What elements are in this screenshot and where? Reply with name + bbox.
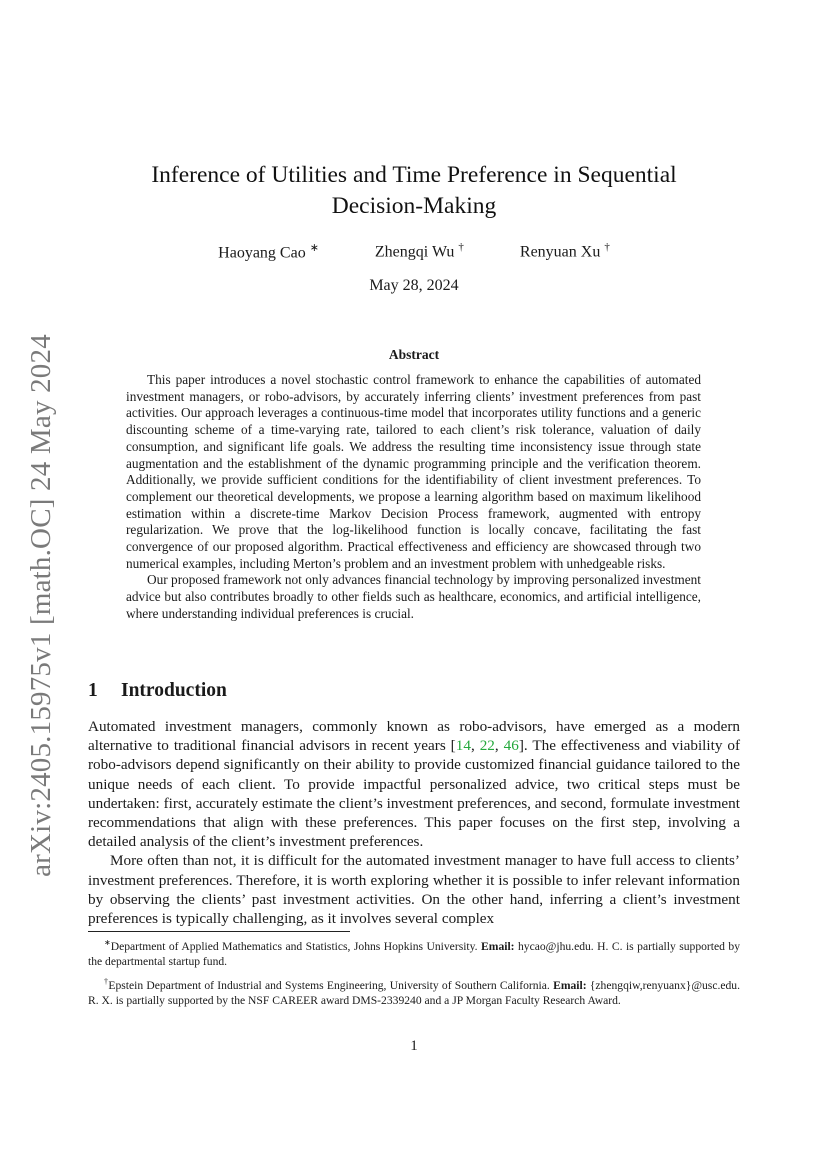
abstract-heading: Abstract (388, 347, 440, 362)
footnotes (88, 935, 740, 1012)
author-footnote-mark: † (458, 241, 464, 253)
arxiv-identifier-text: arXiv:2405.15975v1 [math.OC] 24 May 2024 (24, 333, 57, 877)
author (520, 241, 610, 262)
author-name: Renyuan Xu (519, 243, 601, 261)
footnote-divider (88, 931, 350, 932)
body-paragraph (88, 717, 740, 851)
body-text: Automated investment managers, commonly known as robo-advisors, have emerged as a modern alternative to traditional financial advisors in recent years [ (88, 718, 740, 755)
introduction-body (88, 717, 740, 928)
footnote-text: hycao@jhu.edu. H. C. is partially supported by the departmental startup fund. (88, 939, 740, 969)
publication-date: May 28, 2024 (369, 277, 459, 294)
author-footnote-mark: ∗ (309, 242, 319, 254)
author-name: Haoyang Cao (218, 244, 306, 262)
page-number: 1 (410, 1038, 418, 1054)
section-title: Introduction (121, 680, 227, 701)
footnote-text: Epstein Department of Industrial and Systems Engineering, University of Southern California. (108, 978, 554, 992)
footnote (88, 974, 740, 1009)
author-footnote-mark: † (604, 241, 610, 253)
author (375, 241, 464, 262)
abstract-paragraph: This paper introduces a novel stochastic control framework to enhance the capabilities of automated investment managers, or robo-advisors, by accurately inferring clients’ investment preferences from past activities. Our approach leverages a continuous-time model that incorporates utility functions and a generic discounting scheme of a time-varying rate, tailored to each client’s risk tolerance, valuation of daily consumption, and significant life goals. We address the resulting time inconsistency issue through state augmentation and the establishment of the dynamic programming principle and the verification theorem. Additionally, we provide sufficient conditions for the identifiability of client investment preferences. To complement our theoretical developments, we propose a learning algorithm based on maximum likelihood estimation within a discrete-time Markov Decision Process framework, augmented with entropy regularization. We prove that the log-likelihood function is locally concave, facilitating the fast convergence of our proposed algorithm. Practical effectiveness and efficiency are showcased through two numerical examples, including Merton’s problem and an investment problem with unhedgeable risks. (126, 372, 701, 571)
body-text: ]. The effectiveness and viability of robo-advisors depend significantly on their ability to provide customized financial guidance tailored to the unique needs of each client. To provide impactful personalized advice, two critical steps must be undertaken: first, accurately estimate the client’s investment preferences, and second, formulate investment recommendations that align with these preferences. This paper focuses on the first step, involving a detailed analysis of the client’s investment preferences. (88, 737, 741, 851)
footnote-mark: † (104, 976, 109, 986)
author-name: Zhengqi Wu (374, 243, 455, 261)
paper-title: Inference of Utilities and Time Preference in Sequential Decision-Making (151, 162, 677, 219)
body-paragraph: More often than not, it is difficult for the automated investment manager to have full access to clients’ investment preferences. Therefore, it is worth exploring whether it is possible to infer relevant information by observing the clients’ past investment activities. On the other hand, inferring a client’s investment preferences is typically challenging, as it involves several complex (88, 852, 740, 928)
footnote-email-label: Email: (553, 978, 587, 992)
citation-separator: , (494, 737, 504, 755)
footnote (88, 935, 740, 970)
footnote-text: {zhengqiw,renyuanx}@usc.edu. R. X. is partially supported by the NSF CAREER award DMS-2339240 and a JP Morgan Faculty Research Award. (88, 978, 741, 1007)
citation-link[interactable]: 22 (479, 737, 495, 755)
arxiv-identifier-stamp (18, 335, 64, 875)
author (218, 241, 319, 262)
footnote-email-label: Email: (481, 939, 515, 953)
author-list (120, 241, 708, 262)
citation-link[interactable]: 14 (455, 737, 471, 755)
section-number: 1 (88, 680, 98, 701)
abstract-body (126, 372, 701, 623)
abstract-paragraph: Our proposed framework not only advances financial technology by improving personalized investment advice but also contributes broadly to other fields such as healthcare, economics, and artificial intelligence, where understanding individual preferences is crucial. (126, 572, 701, 621)
section-heading (88, 680, 227, 702)
footnote-mark: ∗ (104, 938, 111, 947)
footnote-text: Department of Applied Mathematics and Statistics, Johns Hopkins University. (110, 939, 482, 953)
citation-separator: , (470, 737, 480, 755)
citation-link[interactable]: 46 (503, 737, 519, 755)
